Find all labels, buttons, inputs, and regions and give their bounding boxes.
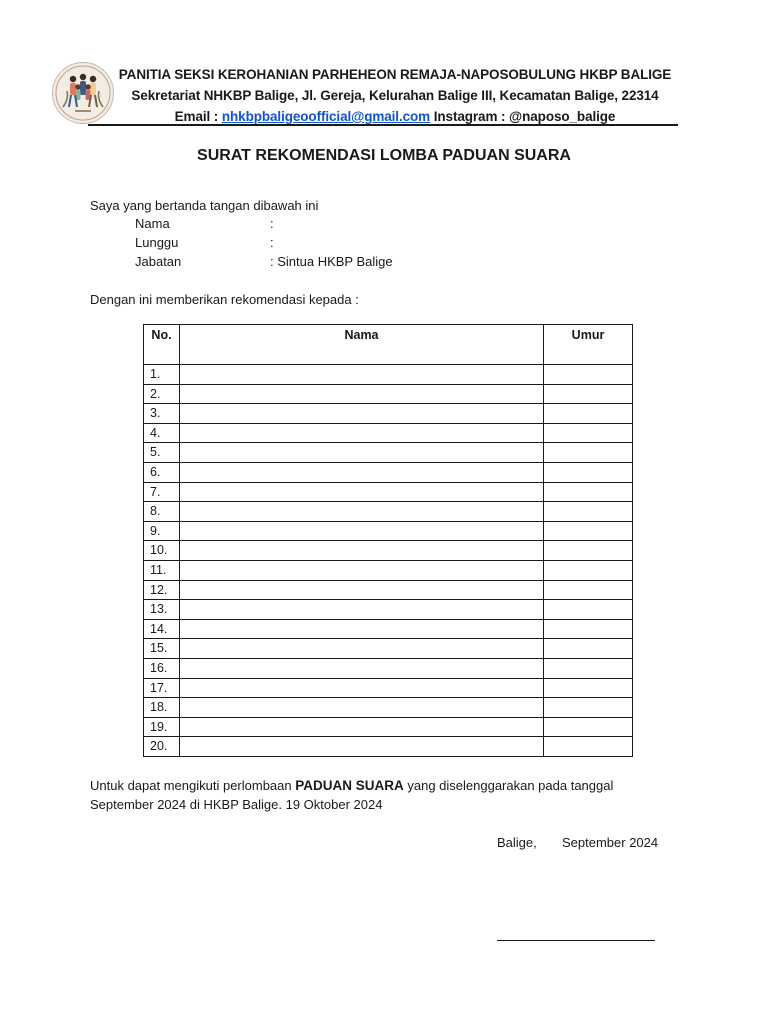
row-umur-cell[interactable] xyxy=(544,600,633,620)
row-umur-cell[interactable] xyxy=(544,521,633,541)
row-nama-cell[interactable] xyxy=(180,502,544,522)
row-number: 7. xyxy=(144,482,180,502)
row-umur-cell[interactable] xyxy=(544,482,633,502)
row-nama-cell[interactable] xyxy=(180,580,544,600)
row-number: 14. xyxy=(144,619,180,639)
table-row xyxy=(144,639,633,659)
table-header-row xyxy=(144,325,633,365)
table-row xyxy=(144,521,633,541)
row-number: 1. xyxy=(144,365,180,385)
row-nama-cell[interactable] xyxy=(180,717,544,737)
participant-table xyxy=(143,324,633,757)
email-label: Email : xyxy=(174,109,219,124)
table-row xyxy=(144,698,633,718)
row-umur-cell[interactable] xyxy=(544,502,633,522)
closing-line-2: September 2024 di HKBP Balige. 19 Oktober 2024 xyxy=(90,797,383,812)
table-row xyxy=(144,423,633,443)
place-label: Balige, xyxy=(497,835,537,850)
document-title: SURAT REKOMENDASI LOMBA PADUAN SUARA xyxy=(197,147,571,164)
row-nama-cell[interactable] xyxy=(180,482,544,502)
closing-part-1: Untuk dapat mengikuti perlombaan xyxy=(90,778,296,793)
signature-line xyxy=(497,940,655,941)
row-umur-cell[interactable] xyxy=(544,443,633,463)
table-row xyxy=(144,462,633,482)
row-number: 20. xyxy=(144,737,180,757)
row-nama-cell[interactable] xyxy=(180,462,544,482)
email-link[interactable]: nhkbpbaligeoofficial@gmail.com xyxy=(221,109,431,124)
row-nama-cell[interactable] xyxy=(180,619,544,639)
row-nama-cell[interactable] xyxy=(180,404,544,424)
table-row xyxy=(144,404,633,424)
table-row xyxy=(144,658,633,678)
row-umur-cell[interactable] xyxy=(544,619,633,639)
field-label-jabatan: Jabatan xyxy=(135,254,182,269)
row-umur-cell[interactable] xyxy=(544,678,633,698)
row-number: 19. xyxy=(144,717,180,737)
row-umur-cell[interactable] xyxy=(544,560,633,580)
row-nama-cell[interactable] xyxy=(180,737,544,757)
instagram-handle: Instagram : @naposo_balige xyxy=(433,109,616,124)
field-value-nama: : xyxy=(270,216,274,231)
row-umur-cell[interactable] xyxy=(544,639,633,659)
header-umur: Umur xyxy=(544,325,633,365)
letterhead xyxy=(52,62,678,125)
date-label: September 2024 xyxy=(562,835,659,850)
row-nama-cell[interactable] xyxy=(180,443,544,463)
row-umur-cell[interactable] xyxy=(544,658,633,678)
row-nama-cell[interactable] xyxy=(180,600,544,620)
row-nama-cell[interactable] xyxy=(180,365,544,385)
organization-logo xyxy=(52,62,114,124)
table-row xyxy=(144,717,633,737)
intro-text: Saya yang bertanda tangan dibawah ini xyxy=(90,198,319,213)
row-number: 9. xyxy=(144,521,180,541)
recommendation-text: Dengan ini memberikan rekomendasi kepada : xyxy=(90,292,359,307)
row-umur-cell[interactable] xyxy=(544,737,633,757)
closing-line-1 xyxy=(90,776,613,795)
row-nama-cell[interactable] xyxy=(180,639,544,659)
row-umur-cell[interactable] xyxy=(544,462,633,482)
secretariat-address: Sekretariat NHKBP Balige, Jl. Gereja, Kelurahan Balige III, Kecamatan Balige, 22314 xyxy=(131,88,659,103)
field-label-nama: Nama xyxy=(135,216,170,231)
table-row xyxy=(144,619,633,639)
row-umur-cell[interactable] xyxy=(544,404,633,424)
row-nama-cell[interactable] xyxy=(180,678,544,698)
row-nama-cell[interactable] xyxy=(180,698,544,718)
header-nama: Nama xyxy=(180,325,544,365)
row-number: 15. xyxy=(144,639,180,659)
row-nama-cell[interactable] xyxy=(180,560,544,580)
row-nama-cell[interactable] xyxy=(180,541,544,561)
row-number: 2. xyxy=(144,384,180,404)
table-row xyxy=(144,541,633,561)
row-number: 12. xyxy=(144,580,180,600)
row-number: 5. xyxy=(144,443,180,463)
table-row xyxy=(144,678,633,698)
row-nama-cell[interactable] xyxy=(180,521,544,541)
table-row xyxy=(144,600,633,620)
table-row xyxy=(144,384,633,404)
row-number: 13. xyxy=(144,600,180,620)
table-row xyxy=(144,580,633,600)
table-row xyxy=(144,443,633,463)
row-number: 8. xyxy=(144,502,180,522)
table-row xyxy=(144,737,633,757)
field-value-lunggu: : xyxy=(270,235,274,250)
row-umur-cell[interactable] xyxy=(544,365,633,385)
closing-part-2: yang diselenggarakan pada tanggal xyxy=(403,778,614,793)
row-umur-cell[interactable] xyxy=(544,423,633,443)
row-number: 16. xyxy=(144,658,180,678)
row-umur-cell[interactable] xyxy=(544,384,633,404)
row-number: 11. xyxy=(144,560,180,580)
row-nama-cell[interactable] xyxy=(180,423,544,443)
row-nama-cell[interactable] xyxy=(180,658,544,678)
letterhead-text xyxy=(112,64,678,127)
table-row xyxy=(144,482,633,502)
row-number: 17. xyxy=(144,678,180,698)
field-label-lunggu: Lunggu xyxy=(135,235,179,250)
table-row xyxy=(144,365,633,385)
field-value-jabatan: : Sintua HKBP Balige xyxy=(270,254,393,269)
row-umur-cell[interactable] xyxy=(544,698,633,718)
row-number: 4. xyxy=(144,423,180,443)
header-no: No. xyxy=(144,325,180,365)
header-divider xyxy=(88,124,678,126)
committee-name: PANITIA SEKSI KEROHANIAN PARHEHEON REMAJA-NAPOSOBULUNG HKBP BALIGE xyxy=(118,67,672,82)
row-umur-cell[interactable] xyxy=(544,717,633,737)
row-nama-cell[interactable] xyxy=(180,384,544,404)
row-number: 10. xyxy=(144,541,180,561)
event-name: PADUAN SUARA xyxy=(295,778,404,793)
row-number: 6. xyxy=(144,462,180,482)
row-umur-cell[interactable] xyxy=(544,580,633,600)
row-number: 3. xyxy=(144,404,180,424)
table-row xyxy=(144,502,633,522)
row-umur-cell[interactable] xyxy=(544,541,633,561)
row-number: 18. xyxy=(144,698,180,718)
table-row xyxy=(144,560,633,580)
